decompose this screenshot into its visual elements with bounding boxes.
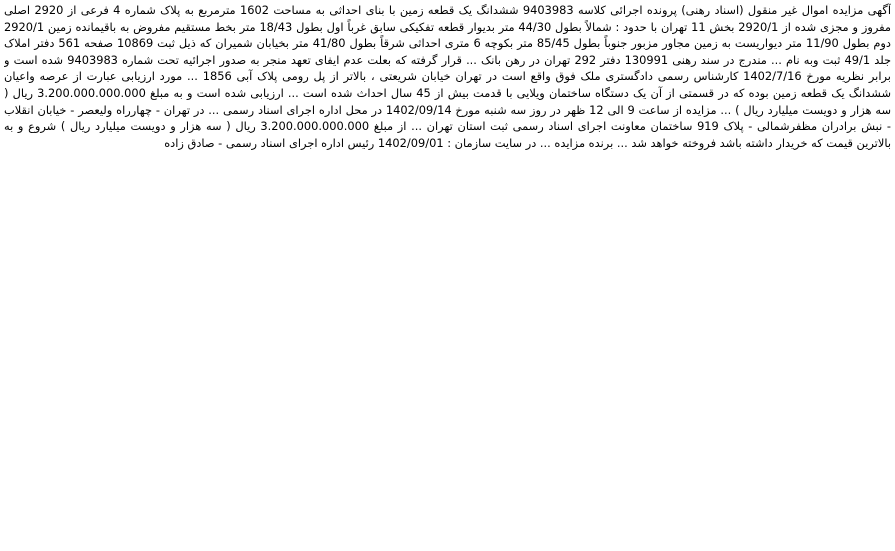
notice-body: آگهی مزایده اموال غیر منقول (اسناد رهنی) پرونده اجرائی کلاسه 9403983 ششدانگ یک قطعه زمین با بنای احداثی به مساحت 1602 مترمربع به پلاک شماره 4 فرعی از 2920 اصلی مفروز و مجزی شده از 2920/1 بخش 11 تهران با حدود : شمالاً بطول 44/30 متر بدیوار قطعه تفکیکی سابق غرباً اول بطول 18/43 متر بخط مستقیم مفروض به باقیمانده زمین 2920/1 دوم بطول 11/90 متر دیواریست به زمین مجاور مزبور جنوباً بطول 85/45 متر بکوچه 6 متری احداثی شرقاً بطول 41/80 متر بخیابان شمیران که ذیل ثبت 10869 صفحه 561 دفتر املاک جلد 49/1 ثبت وبه نام ... مندرج در سند رهنی 130991 دفتر 292 تهران در رهن بانک ... قرار گرفته که بعلت عدم ایفای تعهد منجر به صدور اجرائیه تحت شماره 9403983 شده است و برابر نظریه مورخ 1402/7/16 کارشناس رسمی دادگستری ملک فوق واقع است در تهران خیابان شریعتی ، بالاتر از پل رومی پلاک آبی 1856 ... مورد ارزیابی عبارت از عرصه واعیان ششدانگ یک قطعه زمین بوده که در قسمتی از آن یک دستگاه ساختمان ویلایی با قدمت بیش از 45 سال احداث شده است ... ارزیابی شده است و به مبلغ 3.200.000.000.000 ریال ( سه هزار و دویست میلیارد ریال ) ... مزایده از ساعت 9 الی 12 ظهر در روز سه شنبه مورخ 1402/09/14 در محل اداره اجرای اسناد رسمی ... در تهران - چهارراه ولیعصر - خیابان انقلاب - نبش برادران مظفرشمالی - پلاک 919 ساختمان معاونت اجرای اسناد رسمی ثبت استان تهران ... از مبلغ 3.200.000.000.000 ریال ( سه هزار و دویست میلیارد ریال ) شروع و به بالاترین قیمت که خریدار داشته باشد فروخته خواهد شد ... برنده مزایده ... در سایت سازمان : 1402/09/01 رئیس اداره اجرای اسناد رسمی - صادق زاده <box>4 3 891 150</box>
auction-notice <box>4 2 891 549</box>
